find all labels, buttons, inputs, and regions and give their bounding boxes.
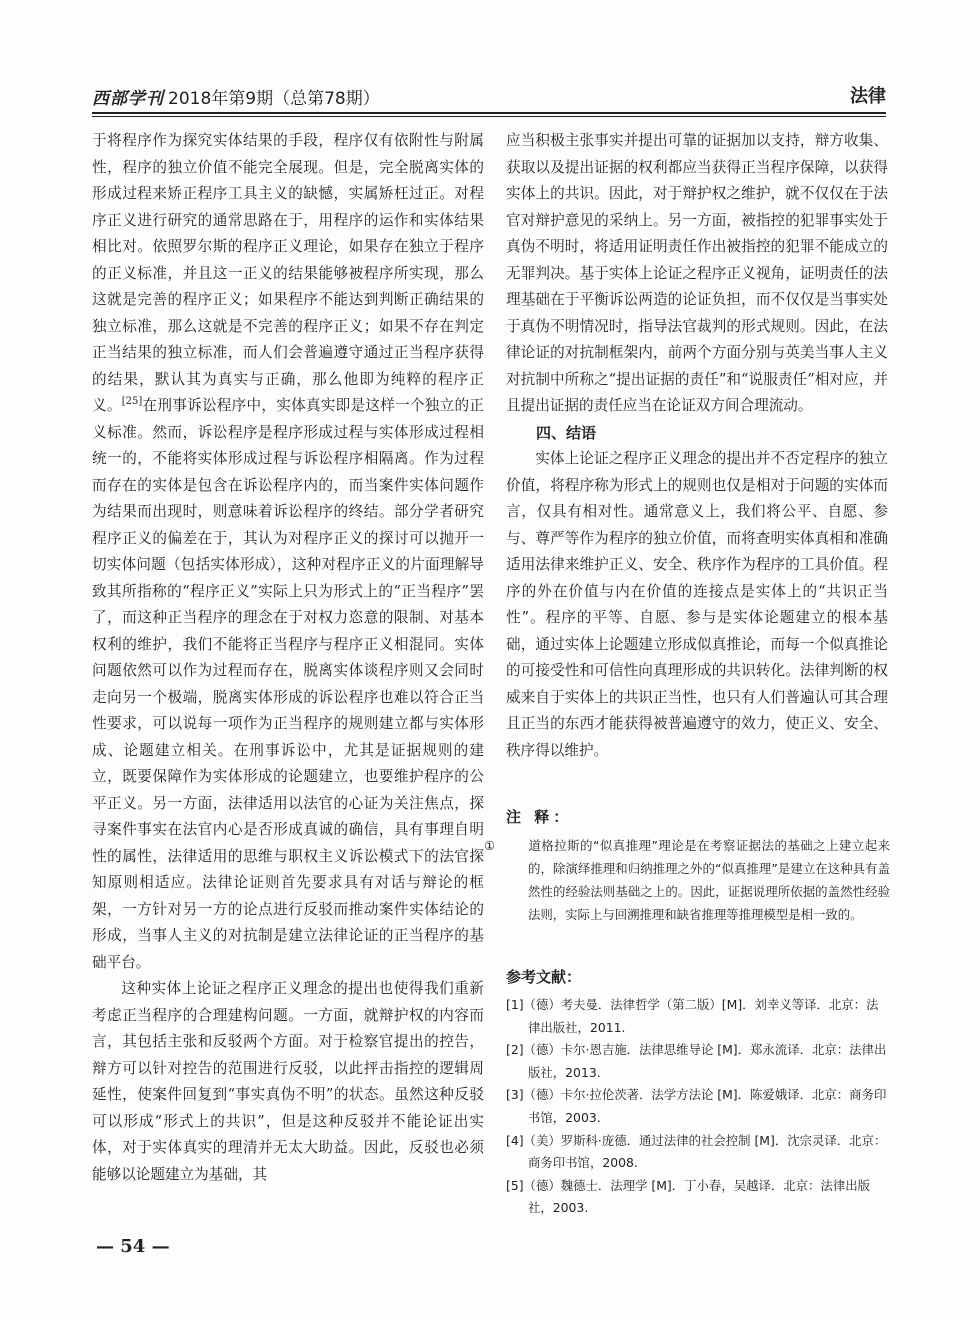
section-heading: 四、结语 (536, 423, 597, 442)
reference-item: [4]（美）罗斯科·庞德．通过法律的社会控制 [M]．沈宗灵译．北京：商务印书馆，2008. (506, 1132, 887, 1171)
header-rule (92, 112, 886, 114)
right-column (506, 128, 888, 764)
reference-item: [2]（德）卡尔·恩吉施．法律思维导论 [M]．郑永流译．北京：法律出版社，2013. (506, 1042, 887, 1080)
header-rule-thin (92, 116, 886, 117)
note-marker: ① (484, 838, 496, 853)
body-paragraph: 于将程序作为探究实体结果的手段，程序仅有依附性与附属性，程序的独立价值不能完全展现。但是，完全脱离实体的形成过程来矫正程序工具主义的缺憾，实属矫枉过正。对程序正义进行研究的通常思路在于，用程序的运作和实体结果相比对。依照罗尔斯的程序正义理论，如果存在独立于程序的正义标准，并且这一正义的结果能够被程序所实现，那么这就是完善的程序正义；如果程序不能达到判断正确结果的独立标准，那么这就是不完善的程序正义；如果不存在判定正当结果的独立标准，而人们会普遍遵守通过正当程序获得的结果，默认其为真实与正确，那么他即为纯粹的程序正义。[25]在刑事诉讼程序中，实体真实即是这样一个独立的正义标准。然而，诉讼程序是程序形成过程与实体形成过程相统一的，不能将实体形成过程与诉讼程序相隔离。作为过程而存在的实体是包含在诉讼程序内的，而当案件实体问题作为结果而出现时，则意味着诉讼程序的终结。部分学者研究程序正义的偏差在于，其认为对程序正义的探讨可以抛开一切实体问题（包括实体形成），这种对程序正义的片面理解导致其所指称的“程序正义”实际上只为形式上的“正当程序”罢了，而这种正当程序的理念在于对权力恣意的限制、对基本权利的维护，我们不能将正当程序与程序正义相混同。实体问题依然可以作为过程而存在，脱离实体谈程序则又会同时走向另一个极端，脱离实体形成的诉讼程序也难以符合正当性要求，可以说每一项作为正当程序的规则建立都与实体形成、论题建立相关。在刑事诉讼中，尤其是证据规则的建立，既要保障作为实体形成的论题建立，也要维护程序的公平正义。另一方面，法律适用以法官的心证为关注焦点，探寻案件事实在法官内心是否形成真诚的确信，具有事理自明性的属性，法律适用的思维与职权主义诉讼模式下的法官探知原则相适应。法律论证则首先要求具有对话与辩论的框架，一方针对另一方的论点进行反驳而推动案件实体结论的形成，当事人主义的对抗制是建立法律论证的正当程序的基础平台。 (92, 132, 484, 971)
journal-issue: 西部学刊 2018年第9期（总第78期） (92, 89, 380, 109)
footnote: ① 道格拉斯的“似真推理”理论是在考察证据法的基础之上建立起来的，除演绎推理和归纳推理之外的“似真推理”是建立在这种具有盖然性的经验法则基础之上的。因此，证据说理所依据的盖然性经验法则，实际上与回溯推理和缺省推理等推理模型是相一致的。 (506, 834, 890, 926)
body-paragraph: 这种实体上论证之程序正义理念的提出也使得我们重新考虑正当程序的合理建构问题。一方面，就辩护权的内容而言，其包括主张和反驳两个方面。对于检察官提出的控告，辩方可以针对控告的范围进行反驳，以此抨击指控的逻辑周延性，使案件回复到“事实真伪不明”的状态。虽然这种反驳可以形成“形式上的共识”，但是这种反驳并不能论证出实体，对于实体真实的理清并无太大助益。因此，反驳也必须能够以论题建立为基础，其 (92, 980, 484, 1183)
reference-item: [3]（德）卡尔·拉伦茨著．法学方法论 [M]．陈爱娥译．北京：商务印书馆，2003. (506, 1087, 887, 1125)
journal-logo: 西部学刊 (92, 89, 164, 109)
notes-title: 注 释： (506, 808, 573, 826)
references-list (506, 994, 890, 1220)
body-paragraph: 应当积极主张事实并提出可靠的证据加以支持，辩方收集、获取以及提出证据的权利都应当获得正当程序保障，以获得实体上的共识。因此，对于辩护权之维护，就不仅仅在于法官对辩护意见的采纳上。另一方面，被指控的犯罪事实处于真伪不明时，将适用证明责任作出被指控的犯罪不能成立的无罪判决。基于实体上论证之程序正义视角，证明责任的法理基础在于平衡诉讼两造的论证负担，而不仅仅是当事实处于真伪不明情况时，指导法官裁判的形式规则。因此，在法律论证的对抗制框架内，前两个方面分别与英美当事人主义对抗制中所称之“提出证据的责任”和“说服责任”相对应，并且提出证据的责任应当在论证双方间合理流动。 (506, 132, 888, 414)
conclusion-paragraph: 实体上论证之程序正义理念的提出并不否定程序的独立价值，将程序称为形式上的规则也仅是相对于问题的实体而言，仅具有相对性。通常意义上，我们将公平、自愿、参与、尊严等作为程序的独立价值，而将查明实体真相和准确适用法律来维护正义、安全、秩序作为程序的工具价值。程序的外在价值与内在价值的连接点是实体上的“共识正当性”。程序的平等、自愿、参与是实体论题建立的根本基础，通过实体上论题建立形成似真推论，而每一个似真推论的可接受性和可信性向真理形成的共识转化。法律判断的权威来自于实体上的共识正当性，也只有人们普遍认可其合理且正当的东西才能获得被普遍遵守的效力，使正义、安全、秩序得以维护。 (506, 450, 888, 759)
reference-item: [1]（德）考夫曼．法律哲学（第二版）[M]．刘幸义等译．北京：法律出版社，2011. (506, 997, 879, 1035)
citation-marker: [25] (121, 396, 143, 408)
left-column (92, 128, 484, 1188)
running-header (92, 84, 886, 114)
section-label: 法律 (850, 86, 886, 107)
references-title: 参考文献： (506, 968, 582, 986)
page-number: — 54 — (96, 1236, 170, 1257)
reference-item: [5]（德）魏德士．法理学 [M]．丁小春，吴越译．北京：法律出版社，2003. (506, 1177, 871, 1216)
